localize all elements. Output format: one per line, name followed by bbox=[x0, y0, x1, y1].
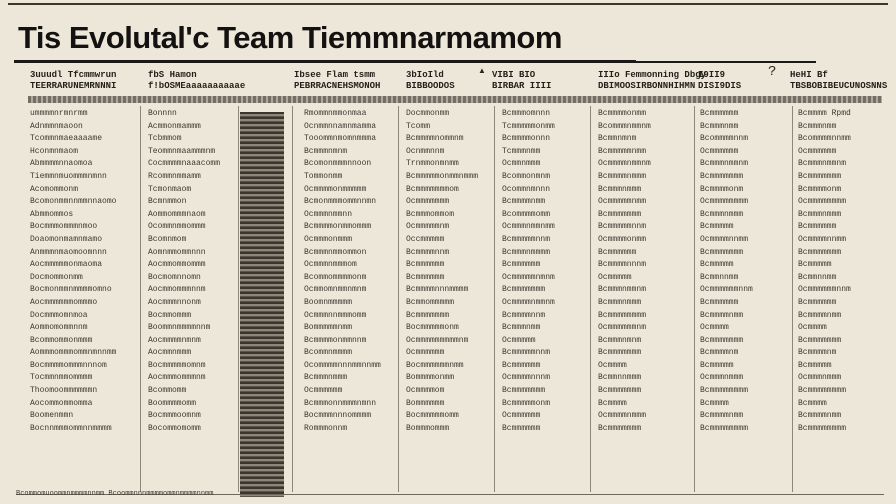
column-entry: Abmmmmnnaomoa bbox=[30, 159, 93, 169]
column-entry: Bcmmnmnm bbox=[598, 134, 637, 144]
column-entry: ummmmnrmnrmm bbox=[30, 109, 88, 118]
column-entry: Bcmmmmm bbox=[798, 360, 832, 370]
column-entry: Boomnmmmmm bbox=[304, 297, 353, 307]
title-underline-right bbox=[470, 61, 816, 63]
column-entry: Bcmmmmmmm bbox=[502, 386, 546, 396]
column-divider bbox=[792, 106, 793, 492]
column-entry: Bcmmmmmmm bbox=[598, 348, 642, 358]
column-header-6: IIIo Femmonning Dbgy DBIMOOSIRBONNHIHMN bbox=[598, 70, 707, 91]
column-entry: Bcmmmmm bbox=[798, 260, 832, 270]
column-entry: Bcmmmm Rpmd bbox=[798, 109, 851, 118]
column-entry: Bcmmmnmmnm bbox=[700, 159, 749, 169]
column-entry: Ocmmmmmmmmmnm bbox=[406, 335, 469, 345]
column-entry: Bcmmmm bbox=[700, 398, 729, 408]
column-entry: Ocnmmnnamnmamma bbox=[304, 121, 377, 131]
column-entry: Tcmonmaom bbox=[148, 184, 192, 194]
column-entry: Bcmmmmm bbox=[700, 222, 734, 232]
column-entry: Ocmmmmonmm bbox=[598, 234, 647, 244]
column-entry: Ocmmmmnnnm bbox=[502, 373, 551, 383]
column-entry: Bcommmnmmnm bbox=[598, 121, 651, 131]
column-divider bbox=[238, 106, 239, 492]
column-divider bbox=[494, 106, 495, 492]
column-entry: Bcmmmmnm bbox=[798, 348, 837, 358]
column-entry: Bcmmmmmnnm bbox=[598, 222, 647, 232]
column-entry: Bcmmmomnnn bbox=[502, 109, 551, 118]
column-entry: Tooommnmomnmmma bbox=[304, 134, 377, 144]
column-entry: Cocmmmmnaaacomm bbox=[148, 159, 221, 169]
column-entry: Bcmmmmmmmm bbox=[700, 386, 749, 396]
column-entry: Ocommnmnnn bbox=[502, 184, 551, 194]
column-entry: Ocmmmnmmnn bbox=[304, 209, 353, 219]
column-entry: Ocmmmnnmmmomm bbox=[304, 310, 367, 320]
column-entry: Bcmmmmmnmm bbox=[598, 146, 647, 156]
column-entry: Bcmmmmmmm bbox=[700, 171, 744, 181]
column-entry: Bcmmmmnmm bbox=[798, 310, 842, 320]
column-entry: Bcommonmnm bbox=[502, 171, 551, 181]
column-entry: Bcmmmonnmmmnmnn bbox=[304, 398, 377, 408]
column-entry: Bcmmmmm bbox=[700, 360, 734, 370]
column-entry: Bocmomnnomn bbox=[148, 272, 201, 282]
striped-fill-bar bbox=[240, 112, 284, 497]
column-entry: Ocmmmmmm bbox=[304, 386, 343, 396]
column-entry: Hconmnmaom bbox=[30, 146, 79, 156]
column-entry: Bcmmmnmmm bbox=[598, 184, 642, 194]
column-entry: Bcmmmmmonmmnmmm bbox=[406, 171, 479, 181]
column-entry: Bocmmmmommmnnnom bbox=[30, 360, 107, 370]
column-entry: Bcmmmnmm bbox=[700, 121, 739, 131]
column-4-entries bbox=[406, 108, 478, 435]
column-entry: Boomenmmn bbox=[30, 411, 74, 421]
column-entry: Bcmmmmmmm bbox=[798, 247, 842, 257]
column-entry: Bommmommm bbox=[406, 423, 450, 433]
column-entry: Ocmmmnmmmom bbox=[304, 260, 357, 270]
question-mark-icon: ? bbox=[768, 64, 777, 80]
column-entry: Bcmmmmmmm bbox=[598, 386, 642, 396]
column-entry: Ocmmmnmmnmm bbox=[502, 222, 555, 232]
column-entry: Bcmmnnmm bbox=[798, 272, 837, 282]
column-entry: Tiemmnmuommmnmnn bbox=[30, 171, 107, 181]
column-entry: Bcommommmmonm bbox=[304, 272, 367, 282]
column-entry: Bcmmmmnmm bbox=[700, 411, 744, 421]
column-entry: Bcmmmmmmm bbox=[502, 285, 546, 295]
column-entry: Bcmmmmmm bbox=[406, 272, 445, 282]
column-entry: Bocmmommm bbox=[148, 310, 192, 320]
column-entry: Bcmmmmmnnm bbox=[502, 348, 551, 358]
column-entry: Ocmmmmnmmnm bbox=[598, 159, 651, 169]
column-entry: Bcmmmnmm bbox=[502, 323, 541, 333]
column-entry: Ocmmmnmmm bbox=[798, 373, 842, 383]
column-entry: Bcmmmnmnm bbox=[304, 146, 348, 156]
column-entry: Bocmmmmmonm bbox=[406, 323, 459, 333]
column-entry: Bcmmmmmm bbox=[502, 360, 541, 370]
column-entry: Ocmmmmm bbox=[502, 335, 536, 345]
column-header-5: VIBI BIO BIRBAR IIII bbox=[492, 70, 552, 91]
column-entry: Aocmmmnnonm bbox=[148, 297, 201, 307]
column-entry: Ocmmmmmmmm bbox=[700, 197, 749, 207]
column-entry: Bcmmmmmmmm bbox=[598, 310, 647, 320]
page-title: Tis Evolutal'c Team Tiemmnarmamom bbox=[18, 20, 562, 55]
column-entry: Ocmmmm bbox=[598, 360, 627, 370]
column-entry: Trnmmonmnmm bbox=[406, 159, 459, 169]
column-entry: Bommmmmnmm bbox=[304, 323, 353, 333]
column-entry: Ocmmmonmmm bbox=[304, 234, 353, 244]
column-entry: Rmommnmmonmaa bbox=[304, 109, 367, 118]
column-entry: Bcmmnnmm bbox=[700, 272, 739, 282]
column-entry: Bcmmmmmmmom bbox=[406, 184, 459, 194]
column-header-4: 3bIoIld BIBBOODOS bbox=[406, 70, 455, 91]
column-entry: Bcmmmmonm bbox=[700, 184, 744, 194]
column-entry: Ocmmmmnmmm bbox=[598, 411, 647, 421]
column-entry: Doaomonmamnmamo bbox=[30, 234, 103, 244]
column-entry: Bcmmmmnm bbox=[700, 348, 739, 358]
column-entry: Ocmmmmmm bbox=[700, 146, 739, 156]
column-header-1: 3uuudl Tfcmmwrun TEERRARUNEMRNNNI bbox=[30, 70, 117, 91]
column-entry: Bocommomomm bbox=[148, 423, 201, 433]
footer-text: Bcommomuoommnmmmmnnmm Bcoommnnnmmmmommnmmmmnnmm bbox=[16, 490, 214, 498]
column-entry: Boommmmomm bbox=[148, 398, 197, 408]
column-entry: Bcmmmmmm bbox=[502, 260, 541, 270]
column-entry: Bcmmmmnnm bbox=[502, 310, 546, 320]
column-entry: Tocmmnmmommmm bbox=[30, 373, 93, 383]
column-entry: Ocmmmmmmnnm bbox=[798, 285, 851, 295]
column-entry: Bcmmmmnnnmmmm bbox=[406, 285, 469, 295]
column-header-2: fbS Hamon f!bOSMEaaaaaaaaaae bbox=[148, 70, 246, 91]
column-entry: Bcmmmnmmm bbox=[798, 209, 842, 219]
column-entry: Bcommmmnnmm bbox=[798, 134, 851, 144]
column-entry: Acmmonmammm bbox=[148, 121, 201, 131]
column-entry: Bcmmmmmmm bbox=[700, 335, 744, 345]
column-entry: Bcmmmnmnm bbox=[598, 335, 642, 345]
column-entry: Ocmmmmmmmm bbox=[798, 197, 847, 207]
column-entry: Bcmmmmmonm bbox=[502, 398, 551, 408]
column-5-entries bbox=[502, 108, 555, 435]
column-entry: Ocmmmmmmm bbox=[406, 197, 450, 207]
column-entry: Bcmmmmonnn bbox=[502, 134, 551, 144]
column-entry: Bcmmmmonmmommm bbox=[304, 222, 372, 232]
column-entry: Aocmmommmnnm bbox=[148, 285, 206, 295]
column-entry: Docmmmomnmoa bbox=[30, 310, 88, 320]
column-entry: Ocmmmmnnmm bbox=[798, 234, 847, 244]
column-entry: Tcomm bbox=[406, 121, 431, 131]
column-entry: Aomnmmommnnn bbox=[148, 247, 206, 257]
column-entry: Aommomommnnm bbox=[30, 323, 88, 333]
column-entry: Bcmmmmnnm bbox=[406, 247, 450, 257]
column-entry: Ocmmmnmmm bbox=[700, 373, 744, 383]
column-entry: Bocmmmmmmnmm bbox=[406, 360, 464, 370]
column-entry: Bcmmmnmm bbox=[798, 121, 837, 131]
column-divider bbox=[694, 106, 695, 492]
column-entry: Ocommmmnnnmmnnmm bbox=[304, 360, 381, 370]
column-entry: Bcmmmmonmm bbox=[598, 109, 647, 118]
column-entry: Bcmmmnmmnm bbox=[798, 159, 847, 169]
caret-up-icon: ▲ bbox=[478, 66, 486, 75]
column-entry: Bcmmmmmmmm bbox=[798, 386, 847, 396]
column-entry: Ocmmmmom bbox=[406, 386, 445, 396]
column-entry: Ocmmmmmmnm bbox=[598, 323, 647, 333]
column-entry: Ocmmmmmnm bbox=[406, 222, 450, 232]
column-8-entries bbox=[798, 108, 851, 435]
column-entry: Bcmmmmnmm bbox=[798, 411, 842, 421]
column-entry: Bcommnmmmm bbox=[304, 348, 353, 358]
column-entry: Ocmmmmmnmm bbox=[598, 197, 647, 207]
column-entry: Bcmmmmmnnm bbox=[502, 234, 551, 244]
column-entry: Bcommmmomm bbox=[502, 209, 551, 219]
column-entry: Bcmmmnmmm bbox=[700, 209, 744, 219]
column-entry: Ocmmmmmnmnm bbox=[502, 272, 555, 282]
column-entry: Bcmmmnmmm bbox=[598, 297, 642, 307]
column-entry: Bcmonmmmommnnmn bbox=[304, 197, 377, 207]
column-entry: Acomommonm bbox=[30, 184, 79, 194]
column-entry: Ocmmmm bbox=[700, 323, 729, 333]
column-entry: Ocmmnmmm bbox=[502, 159, 541, 169]
column-entry: Bcomonmmmnnoon bbox=[304, 159, 372, 169]
column-header-8: HeHI Bf TBSBOBIBEUCUNOSNNS bbox=[790, 70, 888, 91]
column-entry: Bcomonmmnnmmnnaomo bbox=[30, 197, 117, 207]
column-entry: Ocmmmmnmmnm bbox=[502, 297, 555, 307]
column-entry: Bcommommonmmm bbox=[30, 335, 93, 345]
column-entry: Ocmmmmnnmm bbox=[700, 234, 749, 244]
column-entry: Tcommnmaeaaaame bbox=[30, 134, 103, 144]
column-entry: Bcmmmm bbox=[598, 398, 627, 408]
column-entry: Bocmmmommmnmoo bbox=[30, 222, 98, 232]
column-3-entries bbox=[304, 108, 381, 435]
column-entry: Bcmmmmmm bbox=[700, 109, 739, 118]
column-entry: Aocmmmmmmommmo bbox=[30, 297, 98, 307]
column-7-entries bbox=[700, 108, 753, 435]
column-entry: Bocnnmmmommnnmmmm bbox=[30, 423, 112, 433]
column-entry: Anmmmnmaomoomnnn bbox=[30, 247, 107, 257]
column-entry: Docmommonmm bbox=[30, 272, 83, 282]
column-entry: Bcmmmmmm bbox=[406, 260, 445, 270]
column-entry: Bcmmmmmmm bbox=[598, 423, 642, 433]
column-entry: Bcmmmmnmm bbox=[502, 197, 546, 207]
column-entry: Bcmmmmnmm bbox=[700, 310, 744, 320]
column-entry: Bcmmmommom bbox=[406, 209, 455, 219]
column-entry: Bcommmmnnm bbox=[700, 134, 749, 144]
column-entry: Bcmmmnmmommon bbox=[304, 247, 367, 257]
column-entry: Ocmmmmonmmmmm bbox=[304, 184, 367, 194]
column-entry: Ocmmmm bbox=[798, 323, 827, 333]
column-entry: Bcmmmmmmm bbox=[406, 310, 450, 320]
column-entry: Ocmmmmmmnnm bbox=[700, 285, 753, 295]
column-entry: Ocommnmmommm bbox=[148, 222, 206, 232]
column-entry: Aocommommomma bbox=[30, 398, 93, 408]
column-entry: Abmmommos bbox=[30, 209, 74, 219]
column-entry: Tcbmmom bbox=[148, 134, 182, 144]
column-entry: Bcmmmmnnnm bbox=[598, 260, 647, 270]
column-divider bbox=[292, 106, 293, 492]
column-entry: Bcmmmmmmmm bbox=[700, 423, 749, 433]
column-entry: Bcmmmmmm bbox=[798, 222, 837, 232]
column-entry: Bcmmmmmmm bbox=[700, 247, 744, 257]
column-entry: Bcmmmmmmm bbox=[798, 171, 842, 181]
column-entry: Ocmmomnmmnmnm bbox=[304, 285, 367, 295]
column-entry: Aommommmnaom bbox=[148, 209, 206, 219]
column-entry: Bocmonmmnmmmmomno bbox=[30, 285, 112, 295]
column-entry: Bocmmmnnnommmm bbox=[304, 411, 372, 421]
column-entry: Ocmmmmmm bbox=[406, 348, 445, 358]
column-entry: Bcmmmmonmmnnm bbox=[304, 335, 367, 345]
column-entry: Ocmmmmmm bbox=[798, 146, 837, 156]
column-entry: Bcmmmmnmmm bbox=[598, 171, 647, 181]
column-entry: Rcommnmmamm bbox=[148, 171, 201, 181]
column-entry: Bcmmmmmm bbox=[700, 297, 739, 307]
column-entry: Bcmmmmonm bbox=[798, 184, 842, 194]
column-entry: Bocmmmoomnm bbox=[148, 411, 201, 421]
column-divider bbox=[590, 106, 591, 492]
column-entry: Bcmmmmmm bbox=[598, 247, 637, 257]
column-entry: Bcmmmmnommnm bbox=[406, 134, 464, 144]
column-entry: Bommmmmm bbox=[406, 398, 445, 408]
column-entry: Bcmmmmmm bbox=[798, 297, 837, 307]
column-header-7: I9II9 DISI9DIS bbox=[698, 70, 742, 91]
column-entry: Occmmmmm bbox=[406, 234, 445, 244]
column-entry: Aommmommmommnmnnmm bbox=[30, 348, 117, 358]
column-1-entries bbox=[30, 108, 116, 435]
column-entry: Ocmmmmm bbox=[598, 272, 632, 282]
column-entry: Aocmmommommm bbox=[148, 260, 206, 270]
column-entry: Bcmmmm bbox=[798, 398, 827, 408]
column-header-3: Ibsee Flam tsmm PEBRRACNEHSMONOH bbox=[294, 70, 381, 91]
column-entry: Bcmmnnmmm bbox=[598, 373, 642, 383]
column-entry: Bcmmmmmmm bbox=[798, 335, 842, 345]
column-entry: Tcmmmmmonmm bbox=[502, 121, 555, 131]
column-entry: Aocmmnmmm bbox=[148, 348, 192, 358]
column-entry: Teommnmaammmnm bbox=[148, 146, 216, 156]
column-entry: Aocmmmommmnm bbox=[148, 373, 206, 383]
column-entry: Bcommomm bbox=[148, 386, 187, 396]
column-2-entries bbox=[148, 108, 220, 435]
column-entry: Bcmmmnmmmm bbox=[502, 247, 551, 257]
column-divider bbox=[398, 106, 399, 492]
column-entry: Bcmmmmmmm bbox=[598, 209, 642, 219]
column-entry: Aocmmmmmonmaoma bbox=[30, 260, 103, 270]
column-entry: Docmmonmm bbox=[406, 109, 450, 118]
top-rule bbox=[8, 3, 888, 5]
column-divider bbox=[140, 106, 141, 492]
column-entry: Bcmmmmm bbox=[700, 260, 734, 270]
column-entry: Ocnmmnnm bbox=[406, 146, 445, 156]
column-entry: Bcomnmom bbox=[148, 234, 187, 244]
column-entry: Thoomoommmmmmn bbox=[30, 386, 98, 396]
column-entry: Bonnnn bbox=[148, 109, 177, 118]
header-band bbox=[28, 96, 882, 103]
column-entry: Bocmmmmmomm bbox=[406, 411, 459, 421]
column-entry: Bcmmmnmmnm bbox=[598, 285, 647, 295]
column-entry: Adnmmnmaoon bbox=[30, 121, 83, 131]
column-entry: Bcmmommmmm bbox=[406, 297, 455, 307]
column-entry: Bcmmmnmmm bbox=[304, 373, 348, 383]
column-entry: Tommonmm bbox=[304, 171, 343, 181]
column-entry: Bcmmmmmmmm bbox=[798, 423, 847, 433]
column-entry: Bcmmmmmm bbox=[502, 423, 541, 433]
column-entry: Ocmmmmmm bbox=[502, 411, 541, 421]
column-entry: Tcmmmnmm bbox=[502, 146, 541, 156]
column-entry: Aocmmmmnmnm bbox=[148, 335, 201, 345]
column-entry: Rommmonnm bbox=[304, 423, 348, 433]
column-entry: Boommnmmmmnnm bbox=[148, 323, 211, 333]
column-entry: Bocmmmmmomnm bbox=[148, 360, 206, 370]
column-entry: Bommmmonmm bbox=[406, 373, 455, 383]
column-entry: Bcmnmmon bbox=[148, 197, 187, 207]
column-6-entries bbox=[598, 108, 651, 435]
